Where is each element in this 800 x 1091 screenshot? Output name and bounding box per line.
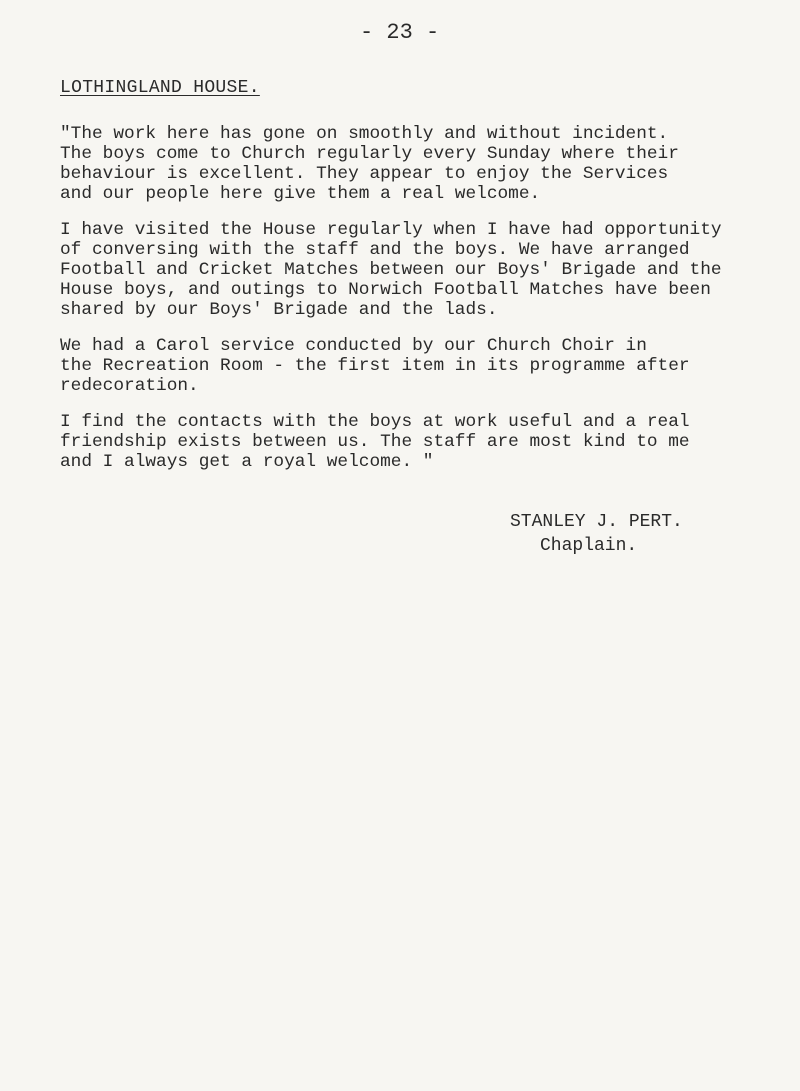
text-line: and I always get a royal welcome. " — [60, 452, 434, 472]
report-body — [60, 124, 790, 488]
text-line: behaviour is excellent. They appear to enjoy the Services — [60, 164, 669, 184]
paragraph — [60, 412, 790, 472]
text-line: friendship exists between us. The staff are most kind to me — [60, 432, 690, 452]
signatory-name: STANLEY J. PERT. — [510, 512, 683, 532]
text-line: redecoration. — [60, 376, 199, 396]
signatory-title: Chaplain. — [540, 536, 638, 556]
text-line: of conversing with the staff and the boys. We have arranged — [60, 240, 690, 260]
text-line: I find the contacts with the boys at work useful and a real — [60, 412, 690, 432]
paragraph — [60, 336, 790, 396]
text-line: I have visited the House regularly when I have had opportunity — [60, 220, 722, 240]
signature-block — [510, 510, 683, 558]
paragraph — [60, 220, 790, 320]
text-line: and our people here give them a real welcome. — [60, 184, 541, 204]
text-line: shared by our Boys' Brigade and the lads. — [60, 300, 498, 320]
text-line: The boys come to Church regularly every Sunday where their — [60, 144, 679, 164]
section-heading: LOTHINGLAND HOUSE. — [60, 78, 260, 98]
paragraph — [60, 124, 790, 204]
text-line: House boys, and outings to Norwich Football Matches have been — [60, 280, 711, 300]
text-line: We had a Carol service conducted by our Church Choir in — [60, 336, 647, 356]
text-line: the Recreation Room - the first item in its programme after — [60, 356, 690, 376]
text-line: "The work here has gone on smoothly and without incident. — [60, 124, 669, 144]
text-line: Football and Cricket Matches between our Boys' Brigade and the — [60, 260, 722, 280]
page-number: - 23 - — [360, 20, 440, 45]
